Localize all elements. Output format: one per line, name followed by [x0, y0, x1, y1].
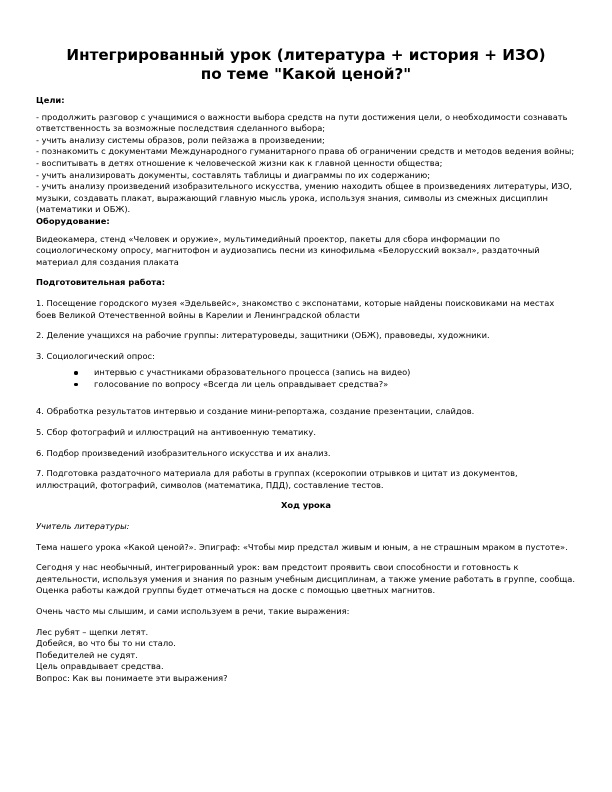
preparation-item: 1. Посещение городского музея «Эдельвейс», знакомство с экспонатами, которые найдены поисковиками на местах боев Великой Отечественной войны в Карелии и Ленинградской области — [36, 297, 555, 320]
sayings-list — [36, 627, 576, 685]
lesson-paragraph: Очень часто мы слышим, и сами используем в речи, такие выражения: — [36, 606, 350, 616]
goals-heading: Цели: — [36, 95, 65, 105]
goal-item: - воспитывать в детях отношение к человеческой жизни как к главной ценности общества; — [36, 157, 443, 168]
preparation-item: 3. Социологический опрос: — [36, 350, 155, 361]
saying-line: Лес рубят – щепки летят. — [36, 626, 149, 637]
goal-item: - учить анализировать документы, составлять таблицы и диаграммы по их содержанию; — [36, 169, 431, 180]
list-item: интервью с участниками образовательного процесса (запись на видео) — [94, 367, 576, 379]
survey-bullet-list — [36, 367, 576, 390]
goal-item: - учить анализу системы образов, роли пейзажа в произведении; — [36, 134, 325, 145]
preparation-item: 6. Подбор произведений изобразительного искусства и их анализ. — [36, 447, 331, 458]
preparation-heading: Подготовительная работа: — [36, 277, 166, 288]
lesson-paragraph: Тема нашего урока «Какой ценой?». Эпиграф: «Чтобы мир предстал живым и юным, а не страшным мраком в пустоте». — [36, 541, 568, 552]
saying-line: Цель оправдывает средства. — [36, 661, 164, 672]
lesson-paragraph: Сегодня у нас необычный, интегрированный урок: вам предстоит проявить свои способности и готовность к деятельности, используя умения и знания по разным учебным дисциплинам, а также умение работать в группе, сообща. Оценка работы каждой группы будет отмечаться на доске с помощью цветных магнитов. — [36, 562, 575, 596]
document-title — [36, 46, 576, 83]
speaker-label: Учитель литературы: — [36, 521, 130, 532]
goal-item: - продолжить разговор с учащимися о важности выбора средств на пути достижения цели, о необходимости сознавать ответственность за возможные последствия сделанного выбора; — [36, 111, 568, 134]
saying-line: Добейся, во что бы то ни стало. — [36, 638, 176, 649]
preparation-item: 4. Обработка результатов интервью и создание мини-репортажа, создание презентации, слайдов. — [36, 406, 475, 417]
saying-line: Вопрос: Как вы понимаете эти выражения? — [36, 672, 228, 683]
equipment-heading: Оборудование: — [36, 215, 110, 226]
goal-item: - познакомить с документами Международного гуманитарного права об ограничении средств и методов ведения войны; — [36, 146, 575, 157]
preparation-item: 2. Деление учащихся на рабочие группы: литературоведы, защитники (ОБЖ), правоведы, художники. — [36, 330, 490, 341]
saying-line: Победителей не судят. — [36, 649, 138, 660]
preparation-item: 5. Сбор фотографий и иллюстраций на антивоенную тематику. — [36, 427, 316, 438]
preparation-item: 7. Подготовка раздаточного материала для работы в группах (ксерокопии отрывков и цитат из документов, иллюстраций, фотографий, символов (математика, ПДД), составление тестов. — [36, 468, 518, 490]
goals-list — [36, 112, 576, 216]
lesson-heading: Ход урока — [281, 500, 331, 511]
list-item: голосование по вопросу «Всегда ли цель оправдывает средства?» — [94, 379, 576, 391]
goal-item: - учить анализу произведений изобразительного искусства, умению находить общее в произведениях литературы, ИЗО, музыки, создавать плакат, выражающий главную мысль урока, используя знания, символы из смежных дисциплин (математики и ОБЖ). — [36, 181, 572, 215]
title-line-2: по теме "Какой ценой?" — [200, 64, 412, 83]
equipment-text: Видеокамера, стенд «Человек и оружие», мультимедийный проектор, пакеты для сбора информации по социологическому опросу, магнитофон и аудиозапись песни из кинофильма «Белорусский вокзал», раздаточный материал для создания плаката — [36, 233, 540, 267]
title-line-1: Интегрированный урок (литература + история + ИЗО) — [66, 46, 546, 64]
